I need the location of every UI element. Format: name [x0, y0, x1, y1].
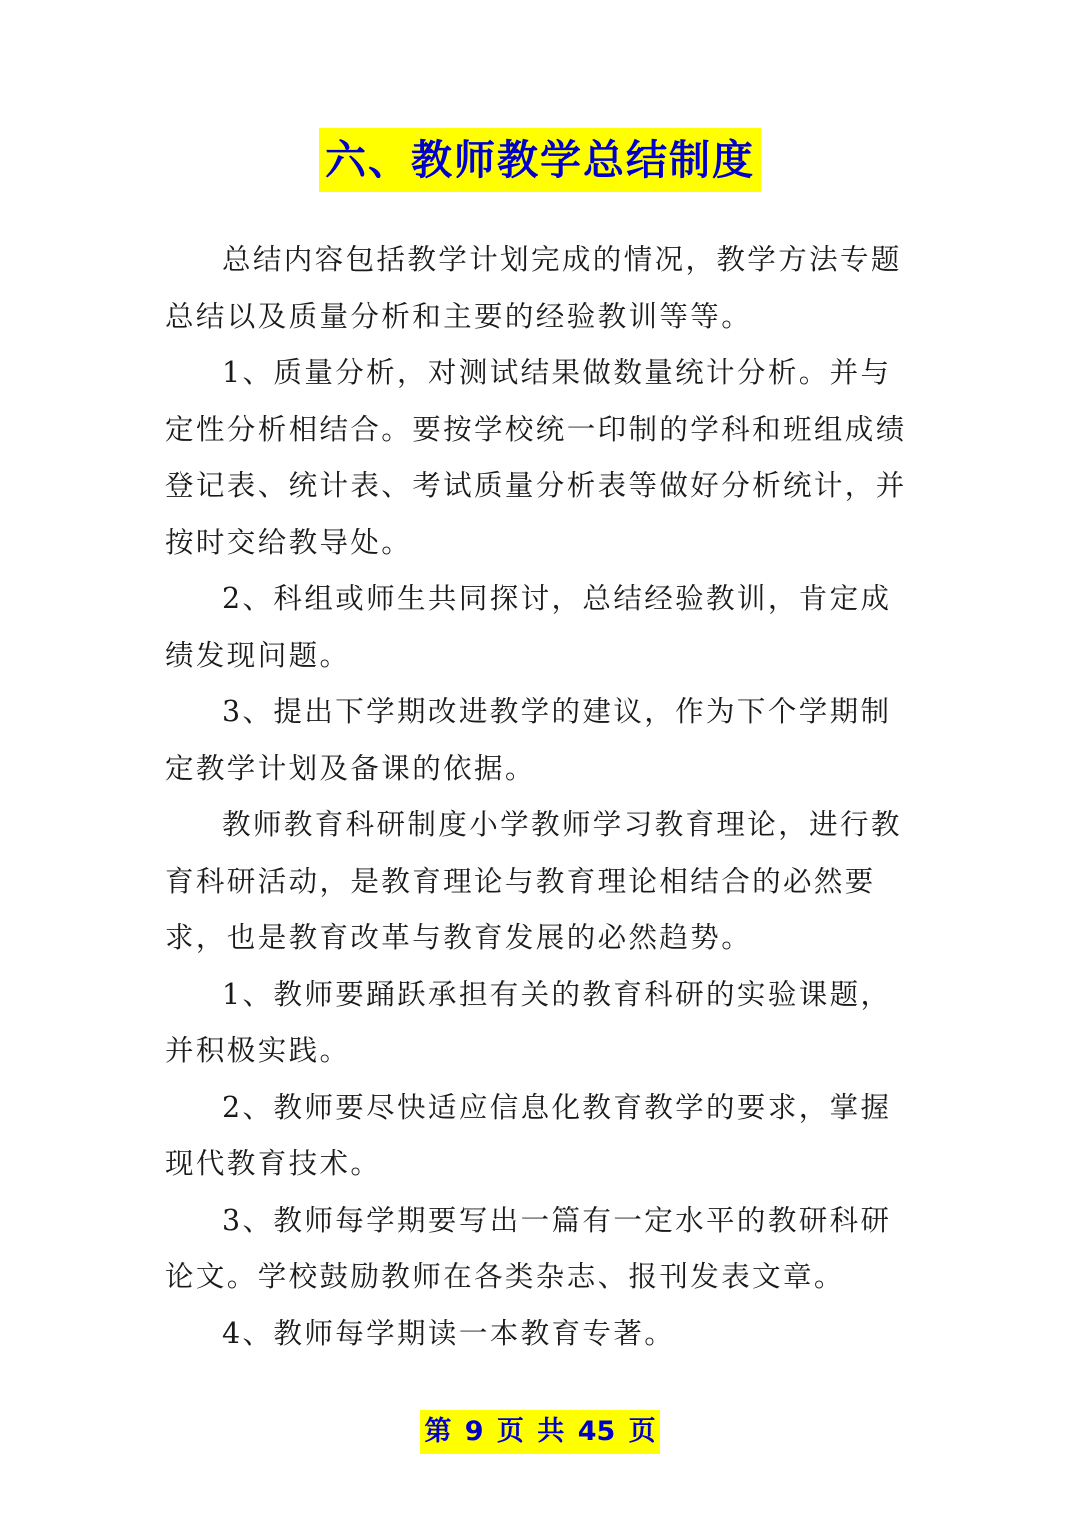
paragraph: 1、质量分析，对测试结果做数量统计分析。并与定性分析相结合。要按学校统一印制的学科和班组成绩登记表、统计表、考试质量分析表等做好分析统计，并按时交给教导处。: [165, 356, 907, 559]
page-title: 六、教师教学总结制度: [319, 128, 761, 192]
paragraph: 2、科组或师生共同探讨，总结经验教训，肯定成绩发现问题。: [165, 582, 892, 672]
footer-container: [0, 1410, 1080, 1454]
paragraph: 1、教师要踊跃承担有关的教育科研的实验课题，并积极实践。: [165, 977, 892, 1067]
page-number: 第 9 页 共 45 页: [420, 1410, 659, 1454]
paragraph: 教师教育科研制度小学教师学习教育理论，进行教育科研活动，是教育理论与教育理论相结合的必然要求，也是教育改革与教育发展的必然趋势。: [165, 808, 902, 954]
paragraph: 总结内容包括教学计划完成的情况，教学方法专题总结以及质量分析和主要的经验教训等等。: [165, 243, 902, 333]
paragraph: 2、教师要尽快适应信息化教育教学的要求，掌握现代教育技术。: [165, 1090, 892, 1180]
paragraph: 3、提出下学期改进教学的建议，作为下个学期制定教学计划及备课的依据。: [165, 695, 892, 785]
document-body: [165, 232, 917, 1362]
paragraph: 3、教师每学期要写出一篇有一定水平的教研科研论文。学校鼓励教师在各类杂志、报刊发表文章。: [165, 1203, 892, 1293]
paragraph: 4、教师每学期读一本教育专著。: [222, 1316, 676, 1350]
title-container: [0, 128, 1080, 192]
